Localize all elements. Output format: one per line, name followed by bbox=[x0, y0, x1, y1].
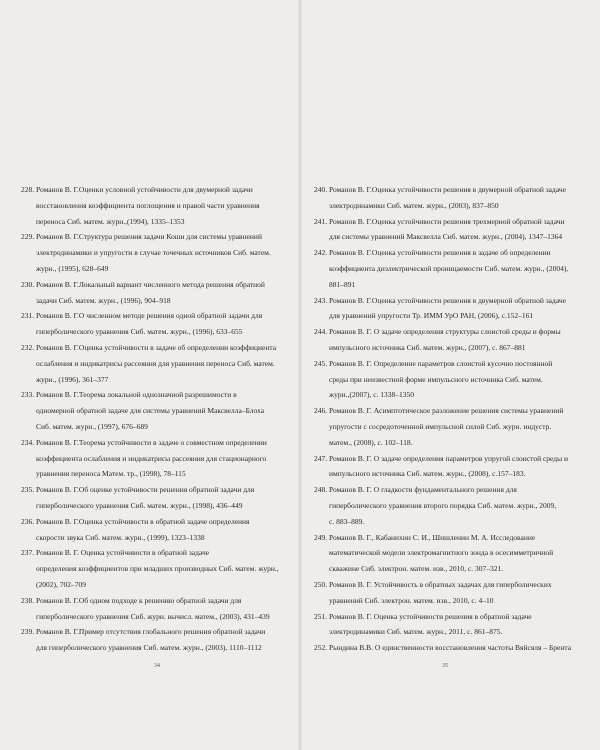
entry-number: 234. bbox=[21, 437, 35, 447]
entry-text bbox=[329, 530, 592, 577]
bibliography-entry bbox=[21, 182, 288, 229]
entry-text bbox=[36, 435, 288, 482]
entry-number: 246. bbox=[314, 406, 328, 416]
bibliography-entry bbox=[21, 387, 288, 434]
entry-line: импульсного источника Сиб. матем. журн., (2007), с. 867–881 bbox=[329, 342, 526, 352]
bibliography-entry bbox=[314, 577, 592, 609]
entry-line: определения коэффициентов при младших производных Сиб. матем. журн., bbox=[36, 564, 279, 574]
entry-number: 252. bbox=[314, 643, 328, 653]
entry-number: 241. bbox=[314, 216, 328, 226]
bibliography-entry bbox=[21, 340, 288, 387]
entry-number: 233. bbox=[21, 390, 35, 400]
bibliography-list-left bbox=[21, 182, 288, 656]
entry-line: уравнений Сиб. электрон. матем. изв., 2010, с. 4–10 bbox=[329, 595, 494, 605]
entry-text bbox=[329, 577, 592, 609]
entry-line: Романов В. Г. Оценка устойчивости решения в обратной задаче bbox=[329, 611, 532, 621]
entry-text bbox=[36, 545, 288, 592]
bibliography-entry bbox=[21, 435, 288, 482]
bibliography-entry bbox=[314, 324, 592, 356]
entry-line: Романов В. Г.Об одном подходе к решению обратной задачи для bbox=[36, 595, 242, 605]
bibliography-entry bbox=[21, 624, 288, 656]
entry-number: 247. bbox=[314, 453, 328, 463]
entry-number: 228. bbox=[21, 185, 35, 194]
entry-line: Романов В. Г. Устойчивость в обратных задачах для гиперболических bbox=[329, 579, 552, 589]
entry-text bbox=[36, 624, 288, 656]
bibliography-entry bbox=[314, 530, 592, 577]
entry-line: для гиперболического уравнения Сиб. матем. журн., (2003), 1110–1112 bbox=[36, 643, 262, 653]
entry-number: 240. bbox=[314, 185, 328, 194]
entry-line: журн., (1996), 361–377 bbox=[36, 374, 109, 384]
entry-text bbox=[36, 340, 288, 387]
entry-line: Романов В. Г.Оценки условной устойчивости для двумерной задачи bbox=[36, 185, 253, 194]
entry-line: Романов В. Г. Определение параметров слоистой кусочно постоянной bbox=[329, 358, 553, 368]
bibliography-entry bbox=[314, 182, 592, 214]
entry-text bbox=[329, 609, 592, 641]
entry-number: 237. bbox=[21, 548, 35, 558]
entry-line: уравнения переноса Матем. тр., (1998), 78–115 bbox=[36, 469, 186, 479]
entry-text bbox=[329, 403, 592, 450]
bibliography-entry bbox=[21, 593, 288, 625]
entry-line: гиперболического уравнения Сиб. журн. вычисл. матем., (2003), 431–439 bbox=[36, 611, 270, 621]
entry-number: 248. bbox=[314, 485, 328, 495]
entry-text bbox=[329, 356, 592, 403]
entry-line: Романов В. Г.Оценка устойчивости решения в задаче об определении bbox=[329, 248, 551, 258]
entry-line: среды при неизвестной форме импульсного источника Сиб. матем. bbox=[329, 374, 543, 384]
entry-line: гиперболического уравнения второго порядка Сиб. матем. журн., 2009, bbox=[329, 500, 557, 510]
entry-line: Рындина В.В. О единственности восстановления частоты Вяйсяля – Брента bbox=[329, 643, 572, 653]
page-number: 35 bbox=[442, 663, 448, 669]
entry-line: электродинамики Сиб. матем. журн., 2011, с. 861–875. bbox=[329, 627, 503, 637]
bibliography-entry bbox=[314, 293, 592, 325]
entry-line: журн.,(2007), с. 1338–1350 bbox=[329, 390, 415, 400]
entry-line: электродинамики и упругости в случае точечных источников Сиб. матем. bbox=[36, 248, 271, 258]
entry-line: Романов В. Г. Оценка устойчивости в обратной задаче bbox=[36, 548, 210, 558]
entry-line: Романов В. Г.Локальный вариант численного метода решения обратной bbox=[36, 279, 265, 289]
bibliography-entry bbox=[314, 609, 592, 641]
entry-text bbox=[329, 245, 592, 292]
entry-number: 229. bbox=[21, 232, 35, 242]
entry-number: 238. bbox=[21, 595, 35, 605]
entry-line: Романов В. Г.Пример отсутствия глобального решения обратной задачи bbox=[36, 627, 266, 637]
entry-number: 235. bbox=[21, 485, 35, 495]
right-page bbox=[300, 0, 600, 750]
entry-number: 236. bbox=[21, 516, 35, 526]
entry-number: 230. bbox=[21, 279, 35, 289]
entry-line: для системы уравнений Максвелла Сиб. матем. журн., (2004), 1347–1364 bbox=[329, 232, 563, 242]
entry-line: Романов В. Г., Кабанихин С. И., Шишленин М. А. Исследование bbox=[329, 532, 536, 542]
bibliography-entry bbox=[314, 245, 592, 292]
entry-number: 242. bbox=[314, 248, 328, 258]
entry-line: Романов В. Г.Оценка устойчивости решения в двумерной обратной задаче bbox=[329, 295, 566, 305]
entry-text bbox=[329, 640, 592, 656]
entry-line: электродинамики Сиб. матем. журн., (2003), 837–850 bbox=[329, 200, 499, 210]
entry-line: Романов В. Г. Асимптотическое разложение решения системы уравнений bbox=[329, 406, 564, 416]
entry-number: 239. bbox=[21, 627, 35, 637]
entry-line: Романов В. Г.Оценка устойчивости решения трехмерной обратной задачи bbox=[329, 216, 565, 226]
page-number: 34 bbox=[154, 663, 160, 669]
entry-text bbox=[36, 387, 288, 434]
entry-line: журн., (1995), 628–649 bbox=[36, 263, 109, 273]
entry-line: Романов В. Г. О задаче определения структуры слоистой среды и формы bbox=[329, 327, 561, 337]
entry-text bbox=[36, 308, 288, 340]
entry-line: Романов В. Г. О гладкости фундаментального решения для bbox=[329, 485, 517, 495]
bibliography-entry bbox=[21, 229, 288, 276]
entry-line: с. 883–889. bbox=[329, 516, 365, 526]
bibliography-entry bbox=[314, 356, 592, 403]
bibliography-entry bbox=[21, 545, 288, 592]
entry-line: Романов В. Г.О численном методе решения одной обратной задачи для bbox=[36, 311, 263, 321]
entry-text bbox=[329, 293, 592, 325]
entry-line: Романов В. Г.Теорема устойчивости в задаче о совместном определении bbox=[36, 437, 267, 447]
bibliography-entry bbox=[21, 514, 288, 546]
entry-line: переноса Сиб. матем. журн.,(1994), 1335–1353 bbox=[36, 216, 185, 226]
entry-text bbox=[329, 182, 592, 214]
entry-line: коэффициента ослабления и индикатрисы рассеяния для стационарного bbox=[36, 453, 267, 463]
entry-line: ослабления и индикатрисы рассеяния для уравнения переноса Сиб. матем. bbox=[36, 358, 275, 368]
entry-text bbox=[36, 182, 288, 229]
entry-number: 245. bbox=[314, 358, 328, 368]
entry-text bbox=[36, 593, 288, 625]
entry-line: гиперболического уравнения Сиб. матем. журн., (1998), 436–449 bbox=[36, 500, 243, 510]
entry-text bbox=[329, 324, 592, 356]
entry-text bbox=[36, 229, 288, 276]
entry-number: 243. bbox=[314, 295, 328, 305]
entry-line: матем., (2008), с. 102–118. bbox=[329, 437, 413, 447]
entry-line: скважине Сиб. электрон. матем. изв., 2010, с. 307–321. bbox=[329, 564, 504, 574]
entry-number: 232. bbox=[21, 342, 35, 352]
entry-line: Романов В. Г.Об оценке устойчивости решения обратной задачи для bbox=[36, 485, 255, 495]
bibliography-entry bbox=[314, 214, 592, 246]
bibliography-list-right bbox=[314, 182, 592, 656]
bibliography-entry bbox=[21, 277, 288, 309]
entry-line: упругости с сосредоточенной импульсной силой Сиб. журн. индустр. bbox=[329, 421, 552, 431]
entry-line: задачи Сиб. матем. журн., (1996), 904–918 bbox=[36, 295, 171, 305]
entry-line: Романов В. Г.Оценка устойчивости решения в двумерной обратной задаче bbox=[329, 185, 566, 194]
entry-line: восстановления коэффициента поглощения и правой части уравнения bbox=[36, 200, 260, 210]
bibliography-entry bbox=[21, 482, 288, 514]
bibliography-entry bbox=[314, 640, 592, 656]
entry-number: 249. bbox=[314, 532, 328, 542]
entry-line: 881–891 bbox=[329, 279, 356, 289]
entry-text bbox=[329, 214, 592, 246]
entry-line: математической модели электромагнитного зонда в осесимметричной bbox=[329, 548, 554, 558]
entry-line: Романов В. Г.Оценка устойчивости в обратной задаче определения bbox=[36, 516, 250, 526]
entry-text bbox=[36, 514, 288, 546]
bibliography-entry bbox=[21, 308, 288, 340]
entry-line: Романов В. Г.Структура решения задачи Коши для системы уравнений bbox=[36, 232, 262, 242]
entry-number: 250. bbox=[314, 579, 328, 589]
entry-line: Романов В. Г.Теорема локальной однозначной разрешимости в bbox=[36, 390, 237, 400]
entry-line: гиперболического уравнения Сиб. матем. журн., (1996), 633–655 bbox=[36, 327, 243, 337]
entry-text bbox=[329, 451, 592, 483]
entry-line: Сиб. матем. журн., (1997), 676–689 bbox=[36, 421, 148, 431]
entry-text bbox=[36, 277, 288, 309]
entry-line: (2002), 702–709 bbox=[36, 579, 86, 589]
bibliography-entry bbox=[314, 482, 592, 529]
entry-line: Романов В. Г. О задаче определения параметров упругой слоистой среды и bbox=[329, 453, 569, 463]
bibliography-entry bbox=[314, 403, 592, 450]
entry-number: 244. bbox=[314, 327, 328, 337]
entry-line: Романов В. Г.Оценка устойчивости в задаче об определении коэффициента bbox=[36, 342, 277, 352]
entry-line: одномерной обратной задаче для системы уравнений Максвелла–Блоха bbox=[36, 406, 265, 416]
entry-text bbox=[329, 482, 592, 529]
entry-line: скорости звука Сиб. матем. журн., (1999), 1323–1338 bbox=[36, 532, 205, 542]
entry-number: 231. bbox=[21, 311, 35, 321]
bibliography-entry bbox=[314, 451, 592, 483]
entry-line: коэффициента диэлектрической проницаемости Сиб. матем. журн., (2004), bbox=[329, 263, 569, 273]
entry-line: импульсного источника Сиб. матем. журн., (2008), с.157–183. bbox=[329, 469, 526, 479]
entry-line: для уравнений упругости Тр. ИММ УрО РАН, (2006), с.152–161 bbox=[329, 311, 534, 321]
entry-text bbox=[36, 482, 288, 514]
entry-number: 251. bbox=[314, 611, 328, 621]
